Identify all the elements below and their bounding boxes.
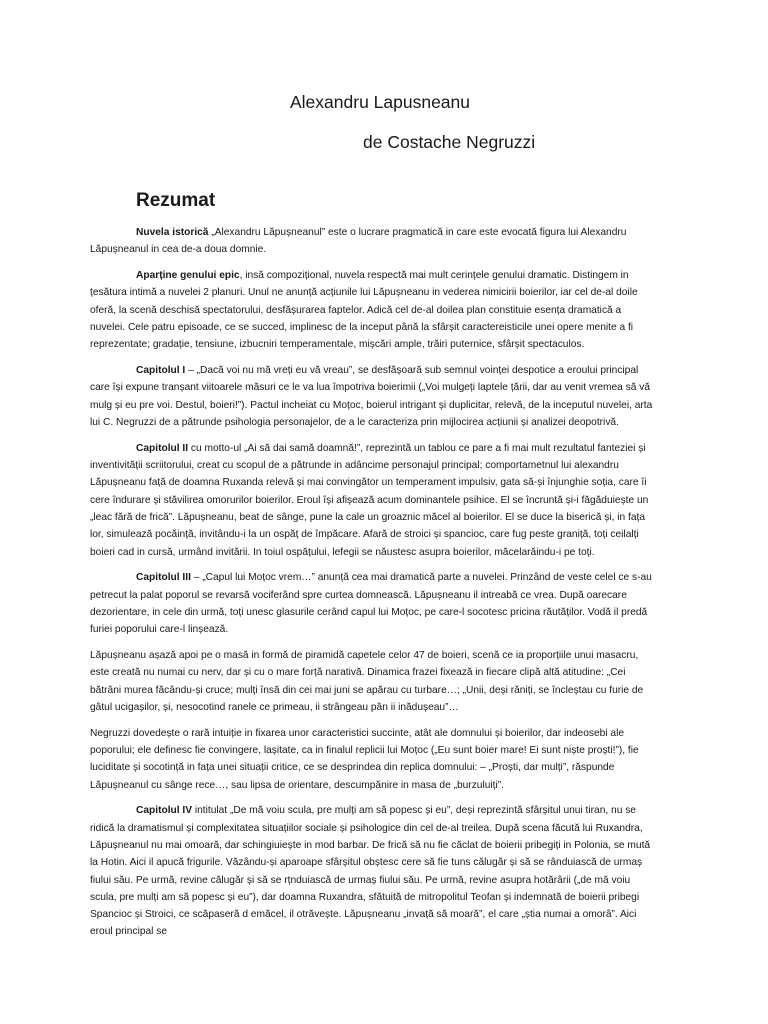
- paragraph-lead: Capitolul I: [136, 365, 186, 377]
- paragraph-text: – „Capul lui Moțoc vrem…” anunță cea mai dramatică parte a nuvelei. Prinzând de veste celel ce s-au petrecut la palat poporul se revarsă vociferând spre curtea domnească. Lăpușneanu il intreabă ce vrea. După oarecare dezorientare, in cele din urmă, toți unesc glasurile cerând capul lui Moțoc, pe care-l socotesc pricina răutăților. Vodă il predă furiei poporului care-l linșează.: [90, 572, 652, 636]
- paragraph-lead: Capitolul IV: [136, 805, 193, 817]
- paragraph-text: intitulat „De mă voiu scula, pre mulți am să popesc și eu”, deși reprezintă sfârșitul unui tiran, nu se ridică la dramatismul și complexitatea situațiilor sociale și psihologice din cel de-al treilea. După scena făcută lui Ruxandra, Lăpușneanul nu mai omoară, dar schingiuiește in mod barbar. De frică să nu fie căclat de boierii pribegiți in Polonia, se mută la Hotin. Aici il apucă frigurile. Văzându-și aparoape sfârșitul obștesc cere să fie tuns călugăr și să se rânduiască de urmaș fiului său. Pe urmă, revine călugăr și să se rțnduiască de urmaș fiului său. Pe urmă, revine asupra hotărârii („de mă voiu scula, pre mulți am să popesc și eu”), dar doamna Ruxandra, sfătuită de mitropolitul Teofan și indemnată de boierii pribegi Spancioc și Stroici, ce scăpaseră d emăcel, il otrăvește. Lăpușneanu „invață să moară”, el care „știa numai a omorâ”. Aici eroul principal se: [90, 805, 651, 938]
- paragraph-capitolul-3: [90, 569, 656, 638]
- paragraph-lead: Capitolul II: [136, 442, 189, 454]
- document-author: de Costache Negruzzi: [363, 132, 536, 152]
- paragraph-text: Negruzzi dovedește o rară intuiție in fixarea unor caracteristici succinte, atât ale domnului și boierilor, dar indeosebi ale poporului; ele definesc fie convingere, lașitate, ca in finalul replicii lui Moțoc („Eu sunt boier mare! Ei sunt niște proști!”), fie luciditate și socotință in fața unei situații critice, ce se desprindea din replica domnului: – „Proști, dar mulți”, răspunde Lăpușneanul cu sânge rece…, sau lipsa de orientare, descumpănire in masa de „burzuluiți”.: [90, 727, 639, 791]
- paragraph-nuvela: [90, 224, 656, 259]
- paragraph-masacru: [90, 647, 656, 716]
- paragraph-text: – „Dacă voi nu mă vreți eu vă vreau”, se desfășoară sub semnul voinței despotice a eroului principal care își expune tranșant viitoarele măsuri ce le va lua împotriva boierimii („Voi mulgeți laptele țării, dar au venit vremea să vă mulg și eu pre voi. Destul, boieri!”). Pactul incheiat cu Moțoc, boierul intrigant și duplicitar, relevă, de la inceputul nuvelei, arta lui C. Negruzzi de a pătrunde psihologia personajelor, de a le caracteriza prin mijlocirea acțiunii și analizei deopotrivă.: [90, 365, 653, 428]
- paragraph-text: , insă compozițional, nuvela respectă mai mult cerințele genului dramatic. Distingem in țesătura intimă a nuvelei 2 planuri. Unul ne anunță acțiunile lui Lăpușneanu in vederea nimicirii boierilor, iar cel de-al doile oferă, la scenă deschisă spectatorului, desfășurarea faptelor. Adică cel de-al doilea plan constituie esența dramatică a nuvelei. Cele patru episoade, ce se succed, implinesc de la inceput până la sfârșit caractereisticile unei opere menite a fi reprezentate; gradație, tensiune, izbucniri temperamentale, mișcări ample, trăiri puternice, sfârșit spectaculos.: [90, 270, 638, 351]
- paragraph-lead: Nuvela istorică: [136, 227, 209, 238]
- paragraph-intuitie: [90, 725, 656, 794]
- paragraph-lead: Capitolul III: [136, 572, 191, 584]
- paragraph-gen-epic: [90, 267, 656, 353]
- paragraph-text: cu motto-ul „Ai să dai samă doamnă!”, reprezintă un tablou ce pare a fi mai mult rezultatul fanteziei și inventivității scriitorului, creat cu scopul de a pătrunde in adâncime personajul principal; comportametnul lui alexandru Lăpușneanu față de doamna Ruxanda relevă și mai convingător un temperament impulsiv, gata să-și înjunghie soția, care îi cere îndurare și stăvilirea omorurilor boierilor. Eroul își afișează acum dominantele psihice. El se încruntă și-i făgăduiește un „leac fără de frică”. Lăpușneanu, beat de sânge, pune la cale un groaznic măcel al boierilor. El se duce la biserică și, in fața lor, simulează pocăință, invitându-i la un ospăț de împăcare. Afară de stroici și spancioc, care fug peste graniță, toți ceilalți boieri cad in cursă, urmând invitării. In toiul ospățului, lefegii se năustesc asupra boierilor, măcelarăindu-i pe toți.: [90, 442, 649, 558]
- paragraph-text: Lăpușneanu așază apoi pe o masă in formă de piramidă capetele celor 47 de boieri, scenă ce ia proporțiile unui masacru, este creată nu numai cu nerv, dar și cu o mare forță narativă. Dinamica frazei fixează in fiecare clipă altă atitudine: „Cei bătrâni murea făcându-și cruce; mulți însă din cei mai juni se apărau cu turbare…; „Unii, deși răniți, se încleștau cu furie de gâtul ucigașilor, și, nesocotind ranele ce primeau, ii strângeau pân ii inădușeau”…: [90, 650, 644, 713]
- section-heading: Rezumat: [136, 190, 216, 211]
- document-body: [90, 224, 656, 949]
- paragraph-capitolul-4: [90, 802, 656, 940]
- paragraph-text: „Alexandru Lăpușneanul” este o lucrare pragmatică in care este evocată figura lui Alexandru Lăpușneanul in cea de-a doua domnie.: [90, 227, 627, 256]
- paragraph-capitolul-2: [90, 440, 656, 561]
- document-title: Alexandru Lapusneanu: [290, 92, 471, 112]
- paragraph-capitolul-1: [90, 362, 656, 431]
- paragraph-lead: Aparține genului epic: [136, 270, 240, 282]
